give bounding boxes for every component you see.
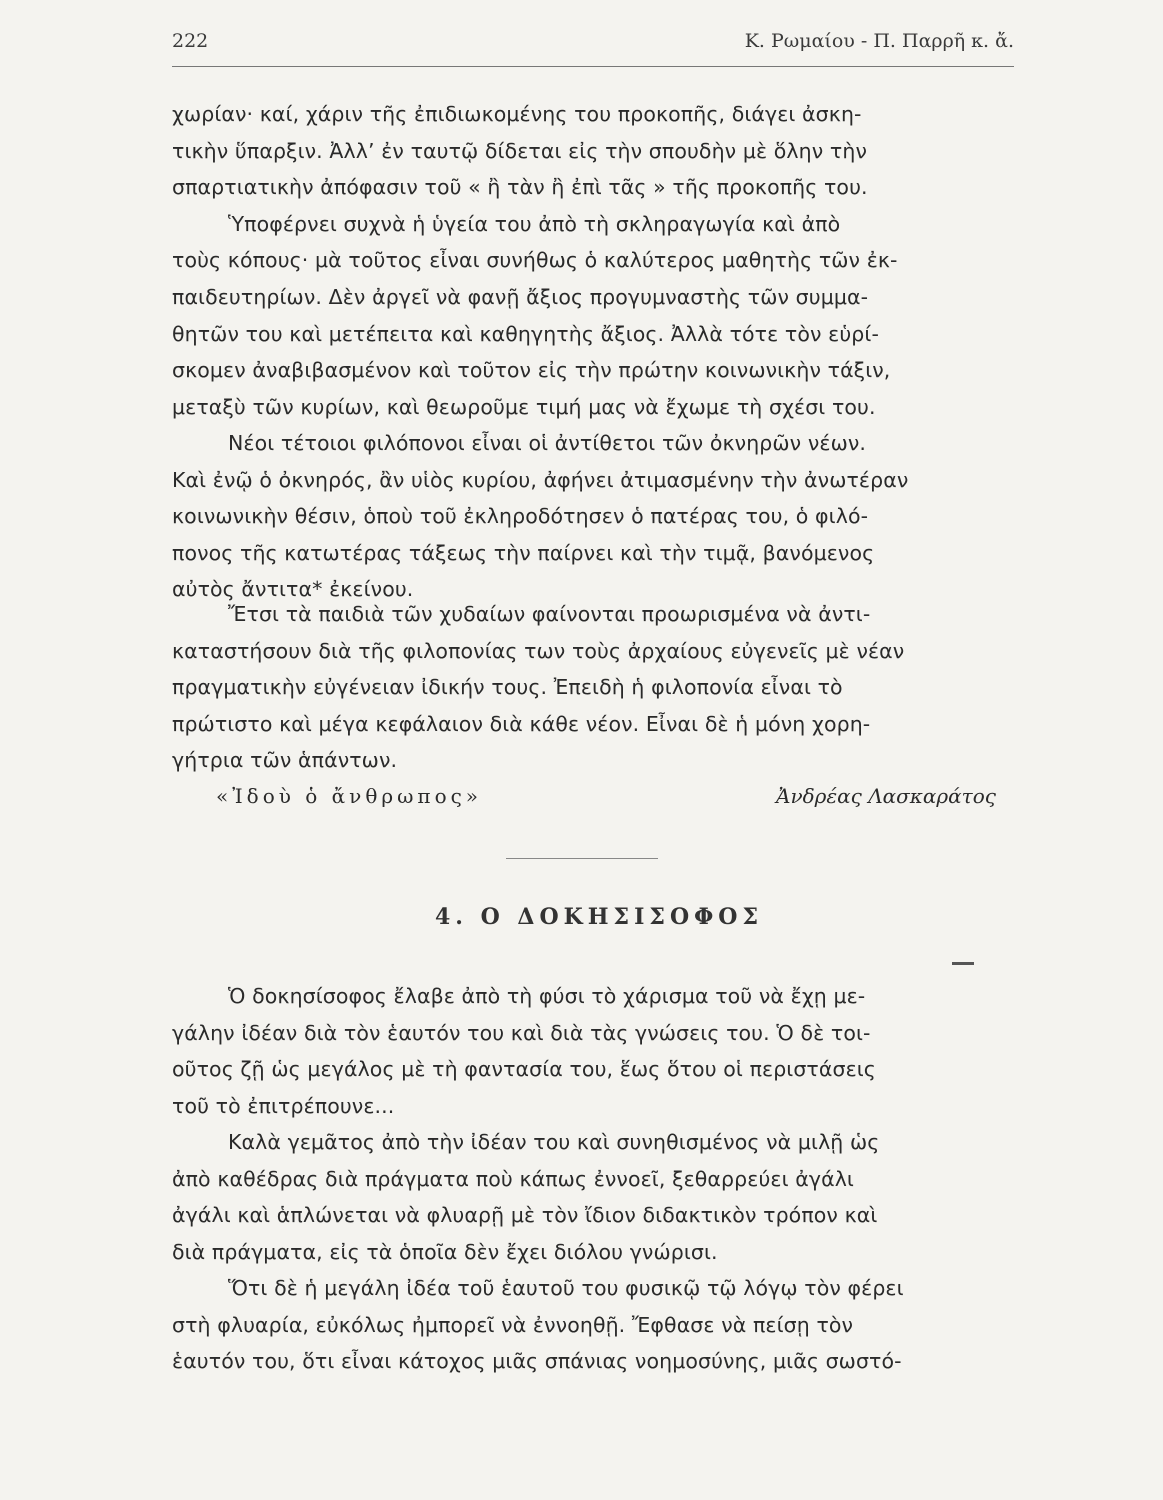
page-header bbox=[172, 30, 1014, 62]
paragraph-1 bbox=[172, 96, 1026, 425]
text-line: γήτρια τῶν ἁπάντων. bbox=[172, 748, 398, 773]
text-line: τοὺς κόπους· μὰ τοῦτος εἶναι συνήθως ὁ καλύτερος μαθητὴς τῶν ἐκ- bbox=[172, 248, 898, 273]
text-line: στὴ φλυαρία, εὐκόλως ἠμπορεῖ νὰ ἐννοηθῇ. Ἔφθασε νὰ πείσῃ τὸν bbox=[172, 1312, 854, 1337]
header-rule bbox=[172, 66, 1014, 67]
text-line: παιδευτηρίων. Δὲν ἀργεῖ νὰ φανῇ ἄξιος προγυμναστὴς τῶν συμμα- bbox=[172, 284, 869, 309]
paragraph-3 bbox=[172, 596, 1026, 779]
author-name: Ἀνδρέας Λασκαράτος bbox=[776, 784, 996, 808]
paragraph-2 bbox=[172, 425, 1026, 608]
text-line: Νέοι τέτοιοι φιλόπονοι εἶναι οἱ ἀντίθετοι τῶν ὀκνηρῶν νέων. bbox=[228, 431, 867, 455]
paragraph-6 bbox=[172, 1270, 1026, 1380]
page-number: 222 bbox=[172, 30, 209, 52]
text-line: ἀπὸ καθέδρας διὰ πράγματα ποὺ κάπως ἐννοεῖ, ξεθαρρεύει ἀγάλι bbox=[172, 1166, 854, 1191]
text-line: σκομεν ἀναβιβασμένον καὶ τοῦτον εἰς τὴν πρώτην κοινωνικὴν τάξιν, bbox=[172, 358, 891, 383]
section-heading: 4. Ο ΔΟΚΗΣΙΣΟΦΟΣ bbox=[434, 904, 764, 930]
quote-attribution bbox=[172, 778, 1026, 814]
text-line: θητῶν του καὶ μετέπειτα καὶ καθηγητὴς ἄξιος. Ἀλλὰ τότε τὸν εὑρί- bbox=[172, 321, 879, 346]
source-title: «Ἰδοὺ ὁ ἄνθρωπος» bbox=[216, 784, 483, 808]
text-line: πονος τῆς κατωτέρας τάξεως τὴν παίρνει καὶ τὴν τιμᾷ, βανόμενος bbox=[172, 540, 875, 565]
text-line: πραγματικὴν εὐγένειαν ἰδικήν τους. Ἐπειδὴ ἡ φιλοπονία εἶναι τὸ bbox=[172, 675, 843, 700]
text-line: πρώτιστο καὶ μέγα κεφάλαιον διὰ κάθε νέον. Εἶναι δὲ ἡ μόνη χορη- bbox=[172, 711, 871, 736]
text-line: Ὁ δοκησίσοφος ἔλαβε ἀπὸ τὴ φύσι τὸ χάρισμα τοῦ νὰ ἔχῃ με- bbox=[228, 984, 866, 1008]
running-title: Κ. Ρωμαίου - Π. Παρρῆ κ. ἄ. bbox=[744, 30, 1014, 52]
text-line: Καὶ ἐνῷ ὁ ὀκνηρός, ἂν υἱὸς κυρίου, ἀφήνει ἀτιμασμένην τὴν ἀνωτέραν bbox=[172, 467, 909, 492]
text-line: σπαρτιατικὴν ἀπόφασιν τοῦ « ἢ τὰν ἢ ἐπὶ τᾶς » τῆς προκοπῆς του. bbox=[172, 175, 868, 200]
text-line: μεταξὺ τῶν κυρίων, καὶ θεωροῦμε τιμή μας νὰ ἔχωμε τὴ σχέσι του. bbox=[172, 394, 876, 419]
text-line: κοινωνικὴν θέσιν, ὁποὺ τοῦ ἐκληροδότησεν ὁ πατέρας του, ὁ φιλό- bbox=[172, 504, 869, 529]
text-line: Ἔτσι τὰ παιδιὰ τῶν χυδαίων φαίνονται προωρισμένα νὰ ἀντι- bbox=[228, 602, 871, 626]
text-line: τικὴν ὕπαρξιν. Ἀλλ’ ἐν ταυτῷ δίδεται εἰς τὴν σπουδὴν μὲ ὅλην τὴν bbox=[172, 138, 867, 163]
section-separator bbox=[506, 858, 658, 859]
text-line: χωρίαν· καί, χάριν τῆς ἐπιδιωκομένης του προκοπῆς, διάγει ἀσκη- bbox=[172, 102, 862, 126]
text-line: Ὅτι δὲ ἡ μεγάλη ἰδέα τοῦ ἑαυτοῦ του φυσικῷ τῷ λόγῳ τὸν φέρει bbox=[228, 1276, 904, 1300]
paragraph-5 bbox=[172, 1124, 1026, 1270]
text-line: γάλην ἰδέαν διὰ τὸν ἑαυτόν του καὶ διὰ τὰς γνώσεις του. Ὁ δὲ τοι- bbox=[172, 1020, 871, 1045]
text-line: οῦτος ζῇ ὡς μεγάλος μὲ τὴ φαντασία του, ἕως ὅτου οἱ περιστάσεις bbox=[172, 1057, 876, 1082]
text-line: αὐτὸς ἄντιτα* ἐκείνου. bbox=[172, 577, 414, 602]
text-line: τοῦ τὸ ἐπιτρέπουνε... bbox=[172, 1093, 395, 1118]
text-line: διὰ πράγματα, εἰς τὰ ὁποῖα δὲν ἔχει διόλου γνώρισι. bbox=[172, 1239, 718, 1264]
paragraph-4 bbox=[172, 978, 1026, 1124]
text-line: Καλὰ γεμᾶτος ἀπὸ τὴν ἰδέαν του καὶ συνηθισμένος νὰ μιλῇ ὡς bbox=[228, 1130, 880, 1154]
text-line: ἑαυτόν του, ὅτι εἶναι κάτοχος μιᾶς σπάνιας νοημοσύνης, μιᾶς σωστό- bbox=[172, 1349, 902, 1374]
text-line: ἀγάλι καὶ ἁπλώνεται νὰ φλυαρῇ μὲ τὸν ἴδιον διδακτικὸν τρόπον καὶ bbox=[172, 1203, 878, 1228]
text-line: Ὑποφέρνει συχνὰ ἡ ὑγεία του ἀπὸ τὴ σκληραγωγία καὶ ἀπὸ bbox=[228, 211, 841, 236]
heading-dash bbox=[952, 962, 974, 965]
text-line: καταστήσουν διὰ τῆς φιλοπονίας των τοὺς ἀρχαίους εὐγενεῖς μὲ νέαν bbox=[172, 638, 905, 663]
